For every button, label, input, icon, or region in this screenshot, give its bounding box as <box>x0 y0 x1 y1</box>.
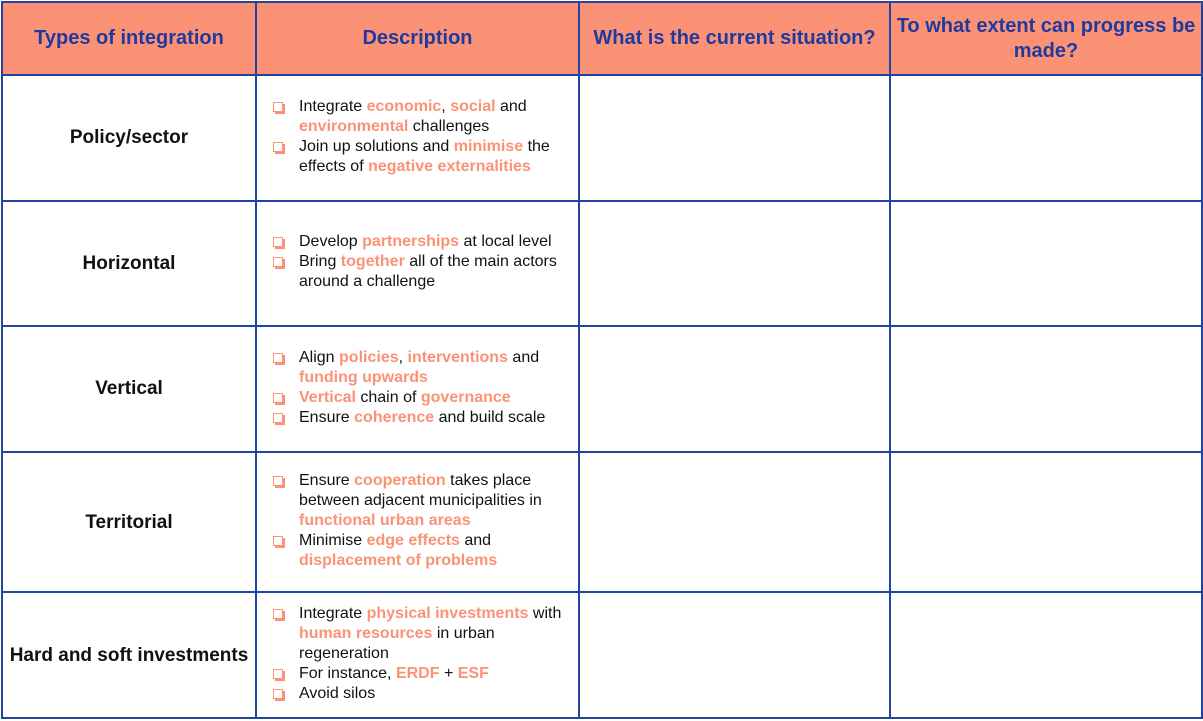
integration-type: Vertical <box>2 326 256 452</box>
header-row <box>2 2 1202 75</box>
integration-type: Territorial <box>2 452 256 593</box>
highlighted-term: partnerships <box>362 233 460 251</box>
description-text: Integrate <box>299 605 367 623</box>
highlighted-term: economic <box>366 97 442 115</box>
highlighted-term: Vertical <box>299 388 356 406</box>
description-text: chain of <box>355 388 421 406</box>
description-text: all of the main actors around a challenge <box>299 253 557 291</box>
highlighted-term: social <box>450 97 496 115</box>
description-text: For instance, <box>299 665 396 683</box>
description-text: Develop <box>299 233 363 251</box>
list-item <box>271 137 570 177</box>
current-situation-cell[interactable] <box>579 592 890 718</box>
progress-cell[interactable] <box>890 201 1202 327</box>
current-situation-cell[interactable] <box>579 201 890 327</box>
highlighted-term: edge effects <box>366 532 460 550</box>
description-cell <box>256 592 579 718</box>
integration-table <box>1 1 1203 719</box>
description-list <box>271 232 570 292</box>
highlighted-term: ERDF <box>395 665 440 683</box>
list-item <box>271 232 570 252</box>
highlighted-term: negative externalities <box>368 157 531 175</box>
progress-cell[interactable] <box>890 326 1202 452</box>
description-text: with <box>528 605 562 623</box>
description-cell <box>256 75 579 201</box>
description-cell <box>256 326 579 452</box>
list-item <box>271 388 570 408</box>
list-item <box>271 684 570 704</box>
integration-type: Hard and soft investments <box>2 592 256 718</box>
description-text: Avoid silos <box>299 685 376 703</box>
highlighted-term: functional urban areas <box>299 512 471 530</box>
highlighted-term: together <box>340 253 405 271</box>
list-item <box>271 531 570 571</box>
highlighted-term: minimise <box>453 137 524 155</box>
description-cell <box>256 201 579 327</box>
header-description: Description <box>256 2 579 75</box>
table-row <box>2 201 1202 327</box>
description-list <box>271 97 570 177</box>
description-list <box>271 348 570 428</box>
description-list <box>271 604 570 704</box>
list-item <box>271 348 570 388</box>
highlighted-term: environmental <box>299 117 409 135</box>
description-text: in urban regeneration <box>299 625 495 663</box>
list-item <box>271 604 570 664</box>
progress-cell[interactable] <box>890 75 1202 201</box>
header-current-situation: What is the current situation? <box>579 2 890 75</box>
table-row <box>2 75 1202 201</box>
description-text: Bring <box>299 253 341 271</box>
highlighted-term: cooperation <box>354 472 446 490</box>
description-text: Ensure <box>299 408 355 426</box>
description-text: , <box>398 348 408 366</box>
description-text: and <box>459 532 492 550</box>
description-text: Align <box>299 348 340 366</box>
description-cell <box>256 452 579 593</box>
header-progress: To what extent can progress be made? <box>890 2 1202 75</box>
description-text: challenges <box>408 117 490 135</box>
current-situation-cell[interactable] <box>579 75 890 201</box>
description-text: + <box>439 665 458 683</box>
description-text: takes place between adjacent municipalities in <box>299 472 542 510</box>
header-types: Types of integration <box>2 2 256 75</box>
description-text: Ensure <box>299 472 355 490</box>
list-item <box>271 664 570 684</box>
table-row <box>2 452 1202 593</box>
highlighted-term: physical investments <box>366 605 529 623</box>
list-item <box>271 252 570 292</box>
table-row <box>2 326 1202 452</box>
current-situation-cell[interactable] <box>579 326 890 452</box>
description-text: Integrate <box>299 97 367 115</box>
list-item <box>271 408 570 428</box>
description-text: , <box>441 97 451 115</box>
integration-type: Horizontal <box>2 201 256 327</box>
description-text: and <box>507 348 540 366</box>
highlighted-term: funding upwards <box>299 368 428 386</box>
highlighted-term: human resources <box>299 625 433 643</box>
highlighted-term: coherence <box>354 408 435 426</box>
description-text: at local level <box>459 233 552 251</box>
highlighted-term: interventions <box>407 348 508 366</box>
progress-cell[interactable] <box>890 592 1202 718</box>
current-situation-cell[interactable] <box>579 452 890 593</box>
description-text: the effects of <box>299 137 550 175</box>
highlighted-term: ESF <box>457 665 489 683</box>
description-text: Join up solutions and <box>299 137 454 155</box>
integration-type: Policy/sector <box>2 75 256 201</box>
list-item <box>271 97 570 137</box>
list-item <box>271 471 570 531</box>
progress-cell[interactable] <box>890 452 1202 593</box>
description-text: and <box>495 97 527 115</box>
highlighted-term: displacement of problems <box>299 552 498 570</box>
highlighted-term: governance <box>420 388 511 406</box>
description-text: Minimise <box>299 532 367 550</box>
table-row <box>2 592 1202 718</box>
description-list <box>271 471 570 571</box>
highlighted-term: policies <box>339 348 399 366</box>
description-text: and build scale <box>434 408 546 426</box>
